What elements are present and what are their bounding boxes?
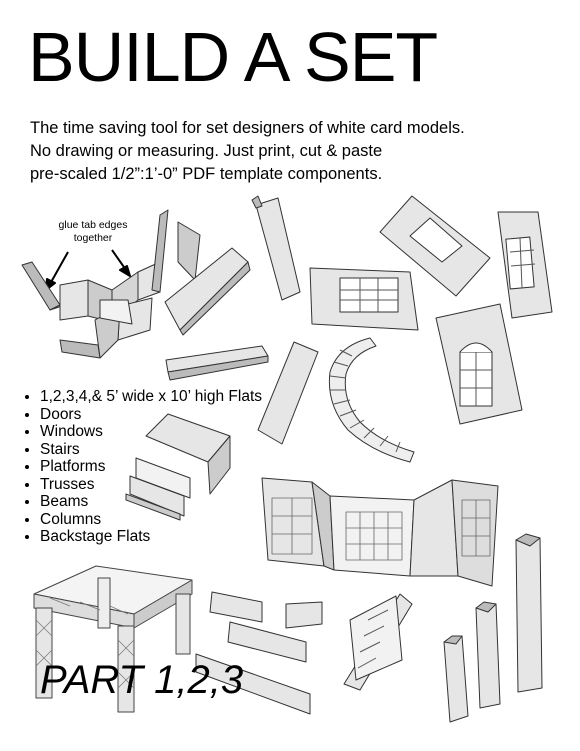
page-title: BUILD A SET [28, 18, 438, 96]
feature-item: • Windows [40, 423, 262, 441]
feature-item: • Doors [40, 406, 262, 424]
annotation-line-1: glue tab edges [58, 219, 128, 231]
angled-flat-2 [252, 196, 300, 300]
backstage-flats [262, 478, 498, 586]
description-line-2: No drawing or measuring. Just print, cut & paste [30, 142, 383, 160]
annotation-line-2: together [73, 232, 113, 244]
feature-item: • Trusses [40, 476, 262, 494]
spiral-stair [329, 338, 414, 462]
stair-unit [344, 594, 412, 690]
part-label: PART 1,2,3 [40, 658, 244, 702]
feature-item: • Columns [40, 511, 262, 529]
feature-list [22, 388, 262, 546]
window-panel-middle [310, 268, 418, 330]
feature-item: • Beams [40, 493, 262, 511]
description-line-1: The time saving tool for set designers of white card models. [30, 119, 465, 137]
beam-horizontal [166, 346, 268, 380]
feature-item: • Stairs [40, 441, 262, 459]
feature-item: • Platforms [40, 458, 262, 476]
window-panel-right [498, 212, 552, 318]
feature-item: • 1,2,3,4,& 5’ wide x 10’ high Flats [40, 388, 262, 406]
door-panel [436, 304, 522, 424]
feature-item: • Backstage Flats [40, 528, 262, 546]
description-line-3: pre-scaled 1/2”:1’-0” PDF template components. [30, 165, 383, 183]
